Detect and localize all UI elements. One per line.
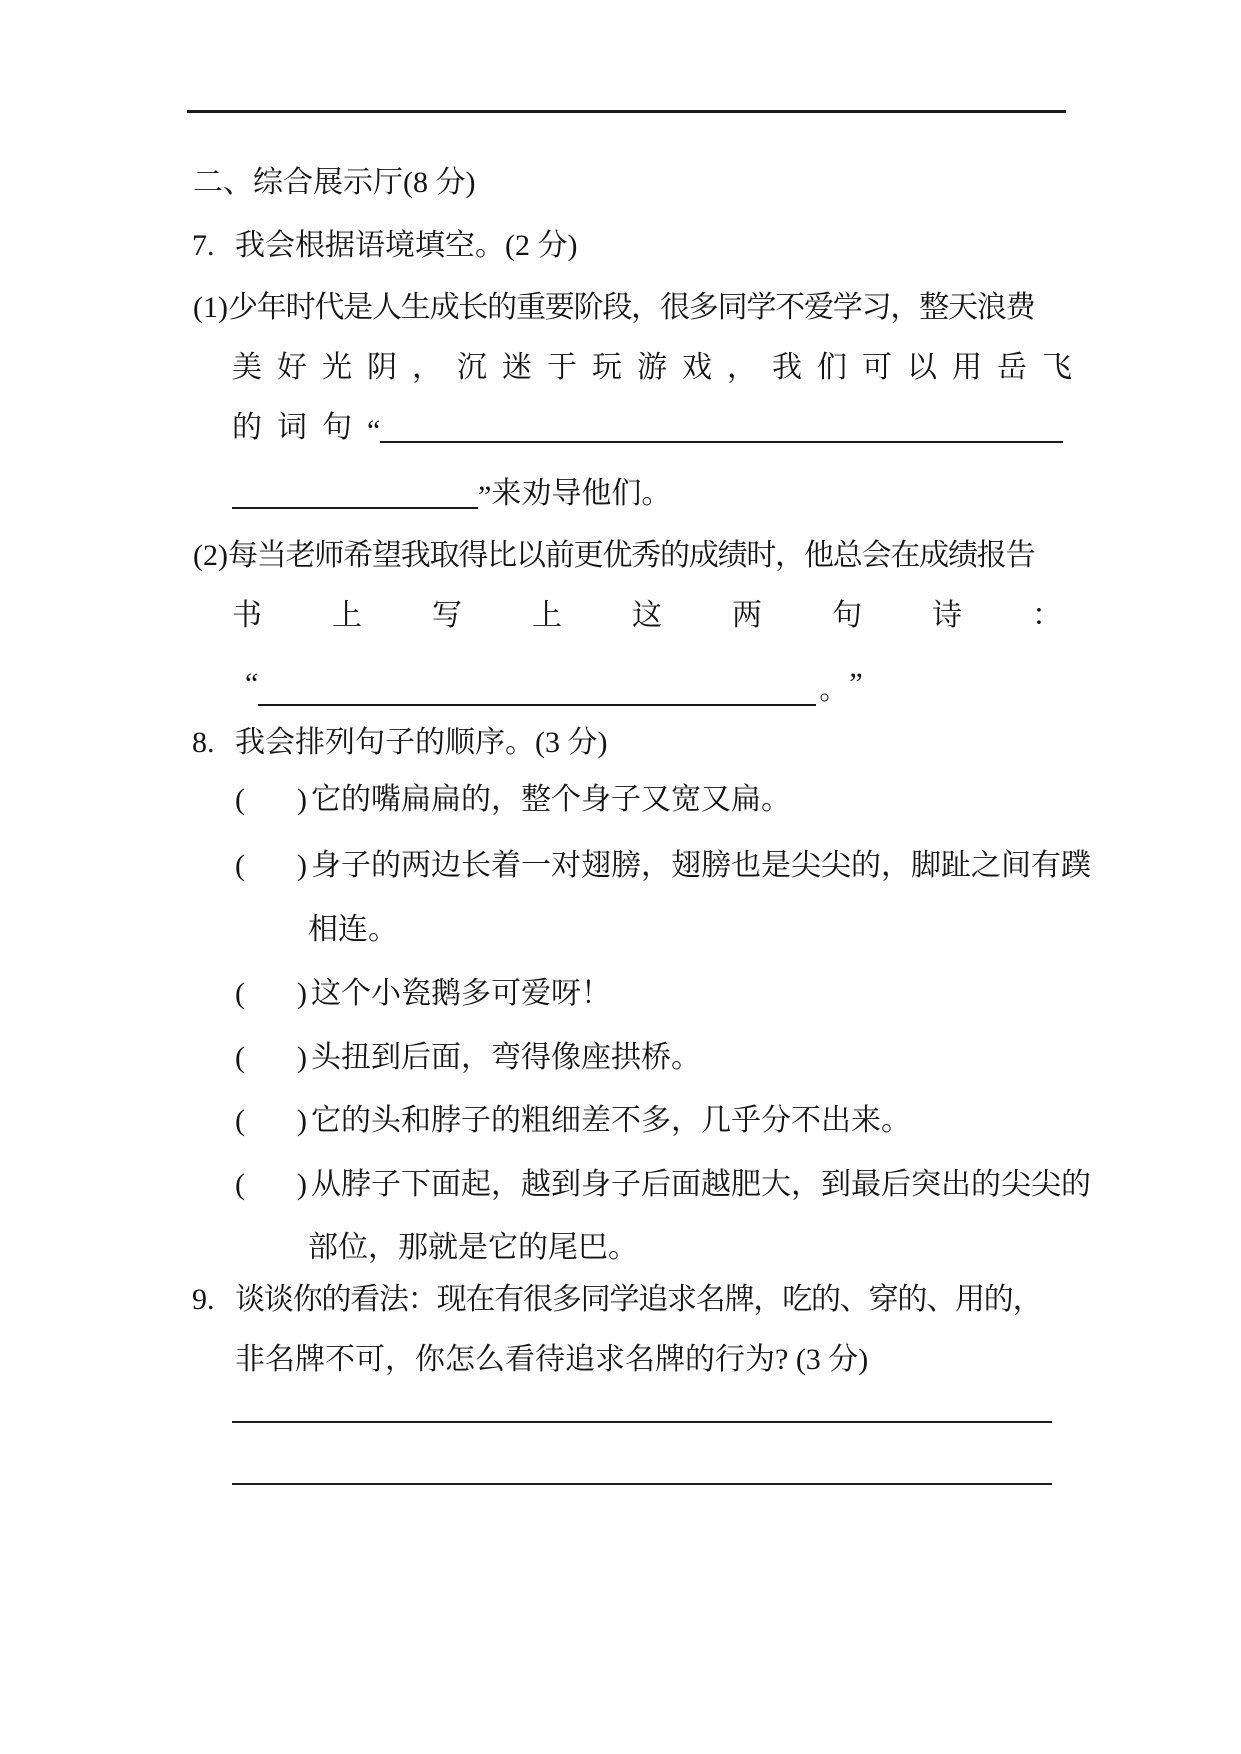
- question-9-number: 9.: [192, 1283, 215, 1316]
- fill-blank-line: [232, 475, 478, 509]
- q7-sub1-line2: 美好光阴，沉迷于玩游戏，我们可以用岳飞: [232, 351, 1087, 384]
- open-paren: (: [235, 1041, 245, 1074]
- question-7-number: 7.: [192, 229, 215, 262]
- q7-sub2-text1: 每当老师希望我取得比以前更优秀的成绩时，他总会在成绩报告: [227, 539, 1035, 572]
- question-9-line2: 非名牌不可，你怎么看待追求名牌的行为? (3 分): [235, 1343, 869, 1376]
- q7-sub2-line1: [193, 539, 1034, 574]
- q8-row-1-text: 它的嘴扁扁的，整个身子又宽又扁。: [311, 783, 791, 816]
- question-9-title-row: [192, 1283, 1041, 1318]
- q8-row-3: [235, 977, 611, 1012]
- open-quote: “: [367, 414, 381, 447]
- q8-row-6-continuation: 部位，那就是它的尾巴。: [308, 1231, 638, 1264]
- q7-sub1-text3: 的词句: [232, 411, 367, 444]
- open-quote: “: [245, 667, 259, 700]
- period-mark: 。: [819, 675, 848, 706]
- answer-line: [232, 1483, 1052, 1485]
- q8-row-6: [235, 1168, 1091, 1203]
- q7-sub1-line3: [232, 411, 1063, 447]
- q7-sub1-line1: [193, 291, 1034, 326]
- q7-sub2-line3: [245, 664, 863, 706]
- question-8-title-row: [192, 726, 607, 761]
- answer-line: [232, 1421, 1052, 1423]
- close-paren: ): [297, 1041, 307, 1074]
- q8-row-6-text: 从脖子下面起，越到身子后面越肥大，到最后突出的尖尖的: [311, 1168, 1091, 1201]
- open-paren: (: [235, 977, 245, 1010]
- question-9-line1: 谈谈你的看法：现在有很多同学追求名牌，吃的、穿的、用的，: [235, 1283, 1042, 1316]
- fill-blank-line: [380, 409, 1063, 443]
- close-quote: ”: [478, 480, 492, 513]
- q8-row-3-text: 这个小瓷鹅多可爱呀！: [311, 977, 611, 1010]
- question-7-title-row: [192, 229, 577, 264]
- close-paren: ): [297, 1168, 307, 1201]
- q7-sub1-text1: 少年时代是人生成长的重要阶段，很多同学不爱学习，整天浪费: [227, 291, 1035, 324]
- q8-row-4-text: 头扭到后面，弯得像座拱桥。: [311, 1041, 701, 1074]
- q8-row-2: [235, 849, 1091, 884]
- q8-row-5-text: 它的头和脖子的粗细差不多，几乎分不出来。: [311, 1104, 911, 1137]
- open-paren: (: [235, 783, 245, 816]
- q8-row-5: [235, 1104, 911, 1139]
- fill-blank-line: [258, 662, 816, 706]
- q7-sub2-label: (2): [193, 539, 228, 572]
- open-paren: (: [235, 1104, 245, 1137]
- q7-sub1-label: (1): [193, 291, 228, 324]
- close-paren: ): [297, 849, 307, 882]
- q7-sub1-line4: [232, 477, 672, 513]
- q8-row-4: [235, 1041, 701, 1076]
- open-paren: (: [235, 849, 245, 882]
- close-paren: ): [297, 783, 307, 816]
- question-8-title: 我会排列句子的顺序。(3 分): [235, 726, 608, 759]
- question-7-title: 我会根据语境填空。(2 分): [235, 229, 578, 262]
- q8-row-1: [235, 783, 791, 818]
- open-paren: (: [235, 1168, 245, 1201]
- q7-sub2-line2: 书上写上这两句诗：: [232, 599, 1132, 632]
- question-8-number: 8.: [192, 726, 215, 759]
- q8-row-2-continuation: 相连。: [308, 913, 398, 946]
- section-header: 二、综合展示厅(8 分): [193, 166, 476, 199]
- q7-sub1-text4: 来劝导他们。: [491, 477, 672, 510]
- section-divider-rule: [187, 110, 1066, 113]
- close-paren: ): [297, 1104, 307, 1137]
- q8-row-2-text: 身子的两边长着一对翅膀，翅膀也是尖尖的，脚趾之间有蹼: [311, 849, 1091, 882]
- close-paren: ): [297, 977, 307, 1010]
- close-quote: ”: [849, 667, 863, 700]
